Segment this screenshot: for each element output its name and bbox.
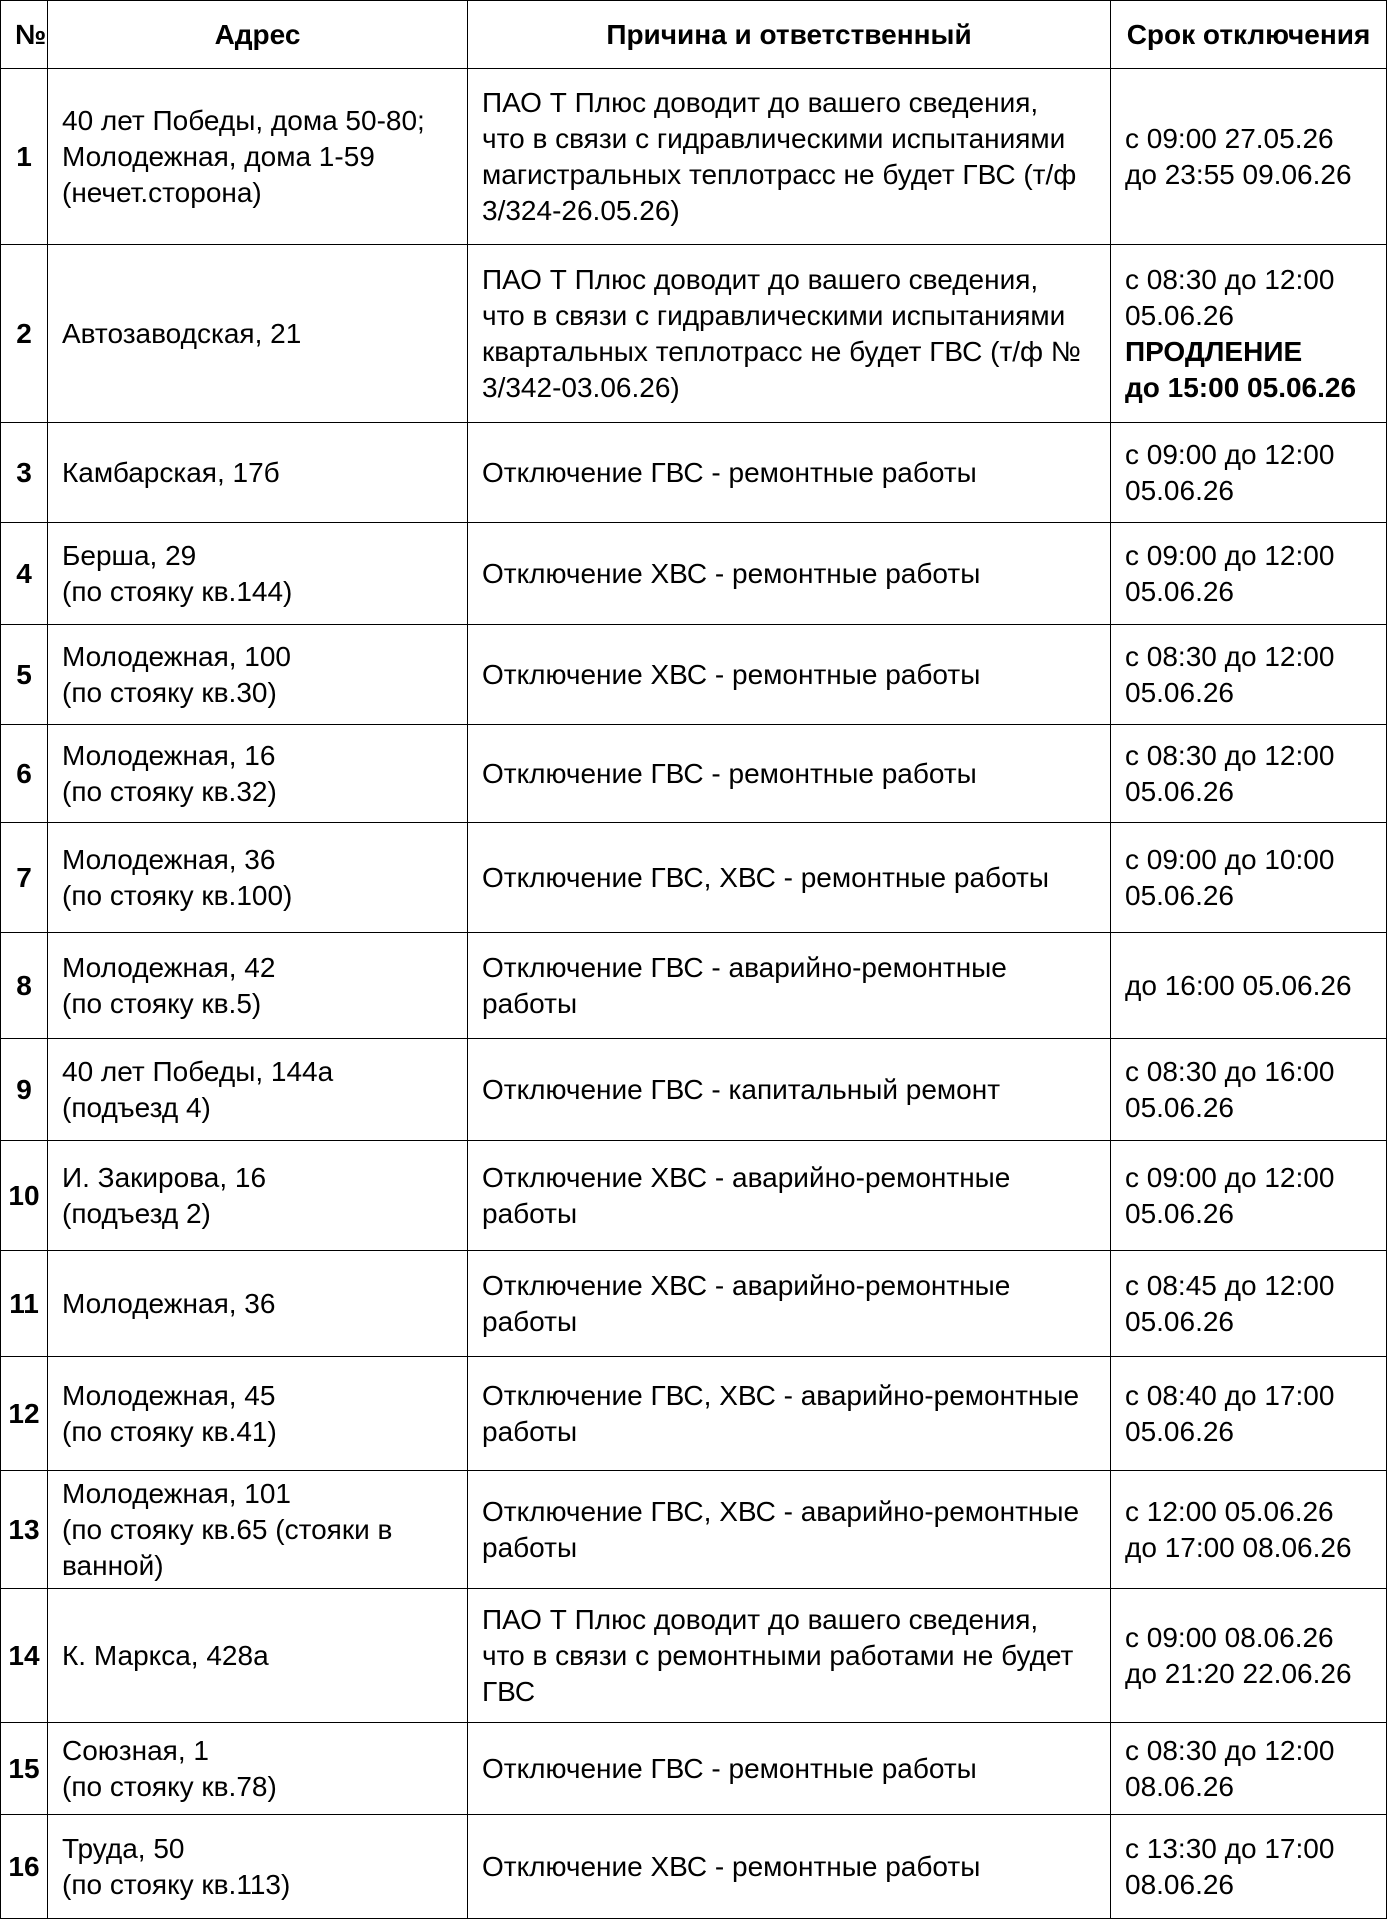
period-cell-line: с 08:30 до 16:00 — [1125, 1055, 1335, 1087]
row-number: 13 — [1, 1471, 48, 1589]
reason-cell-line: Отключение ХВС - ремонтные работы — [482, 1850, 981, 1882]
row-number: 10 — [1, 1141, 48, 1251]
row-number: 5 — [1, 625, 48, 725]
table-row — [1, 1723, 1387, 1815]
extension-note: до 15:00 05.06.26 — [1125, 371, 1357, 403]
address-cell-line: 40 лет Победы, 144а — [62, 1055, 334, 1087]
row-number: 8 — [1, 933, 48, 1039]
address-cell-line: И. Закирова, 16 — [62, 1161, 267, 1193]
row-number: 2 — [1, 245, 48, 423]
address-cell — [48, 1471, 468, 1589]
reason-cell-line: Отключение ХВС - аварийно-ремонтные — [482, 1269, 1011, 1301]
header-reason: Причина и ответственный — [468, 1, 1111, 69]
address-cell-line: Союзная, 1 — [62, 1734, 209, 1766]
address-cell-line: Молодежная, 36 — [62, 843, 276, 875]
address-cell-line: Молодежная, 45 — [62, 1379, 276, 1411]
reason-cell-line: работы — [482, 987, 578, 1019]
address-cell-line: (по стояку кв.30) — [62, 676, 277, 708]
reason-cell — [468, 245, 1111, 423]
reason-cell-line: ПАО Т Плюс доводит до вашего сведения, — [482, 1603, 1039, 1635]
period-cell — [1111, 933, 1387, 1039]
period-cell — [1111, 1471, 1387, 1589]
address-cell-line: (по стояку кв.100) — [62, 879, 293, 911]
period-cell-line: 05.06.26 — [1125, 1091, 1234, 1123]
address-cell-line: (по стояку кв.5) — [62, 987, 262, 1019]
reason-cell — [468, 523, 1111, 625]
row-number: 14 — [1, 1589, 48, 1723]
reason-cell-line: Отключение ГВС - ремонтные работы — [482, 1752, 977, 1784]
row-number: 12 — [1, 1357, 48, 1471]
period-cell-line: до 23:55 09.06.26 — [1125, 158, 1352, 190]
period-cell — [1111, 625, 1387, 725]
header-num: № — [1, 1, 48, 69]
period-cell-line: с 09:00 до 10:00 — [1125, 843, 1335, 875]
period-cell-line: с 09:00 08.06.26 — [1125, 1621, 1334, 1653]
period-cell-line: 05.06.26 — [1125, 575, 1234, 607]
period-cell — [1111, 1723, 1387, 1815]
reason-cell — [468, 933, 1111, 1039]
period-cell — [1111, 1589, 1387, 1723]
row-number: 11 — [1, 1251, 48, 1357]
address-cell-line: Молодежная, 100 — [62, 640, 292, 672]
table-row — [1, 523, 1387, 625]
address-cell-line: (подъезд 2) — [62, 1197, 211, 1229]
reason-cell-line: работы — [482, 1415, 578, 1447]
table-row — [1, 245, 1387, 423]
address-cell — [48, 725, 468, 823]
address-cell-line: Берша, 29 — [62, 539, 197, 571]
period-cell — [1111, 1357, 1387, 1471]
table-row — [1, 933, 1387, 1039]
address-cell — [48, 1589, 468, 1723]
address-cell-line: Труда, 50 — [62, 1832, 185, 1864]
address-cell-line: (по стояку кв.65 (стояки в — [62, 1513, 393, 1545]
period-cell-line: с 08:30 до 12:00 — [1125, 640, 1335, 672]
row-number: 3 — [1, 423, 48, 523]
period-cell-line: 05.06.26 — [1125, 474, 1234, 506]
period-cell-line: 08.06.26 — [1125, 1770, 1234, 1802]
address-cell-line: ванной) — [62, 1549, 164, 1581]
period-cell-line: с 12:00 05.06.26 — [1125, 1495, 1334, 1527]
reason-cell — [468, 1039, 1111, 1141]
address-cell-line: (по стояку кв.78) — [62, 1770, 277, 1802]
reason-cell — [468, 823, 1111, 933]
table-row — [1, 1357, 1387, 1471]
reason-cell-line: что в связи с ремонтными работами не будет — [482, 1639, 1074, 1671]
address-cell-line: Камбарская, 17б — [62, 456, 280, 488]
period-cell — [1111, 823, 1387, 933]
reason-cell-line: работы — [482, 1305, 578, 1337]
reason-cell — [468, 1141, 1111, 1251]
address-cell — [48, 1251, 468, 1357]
table-body — [1, 69, 1387, 1919]
period-cell-line: с 08:30 до 12:00 — [1125, 263, 1335, 295]
period-cell — [1111, 69, 1387, 245]
address-cell-line: Молодежная, 101 — [62, 1477, 292, 1509]
reason-cell-line: Отключение ХВС - ремонтные работы — [482, 658, 981, 690]
address-cell — [48, 523, 468, 625]
reason-cell — [468, 725, 1111, 823]
address-cell-line: Молодежная, дома 1-59 — [62, 140, 375, 172]
period-cell-line: с 09:00 27.05.26 — [1125, 122, 1334, 154]
reason-cell — [468, 1251, 1111, 1357]
reason-cell-line: Отключение ГВС - аварийно-ремонтные — [482, 951, 1007, 983]
address-cell — [48, 933, 468, 1039]
reason-cell-line: квартальных теплотрасс не будет ГВС (т/ф № — [482, 335, 1081, 367]
reason-cell-line: ПАО Т Плюс доводит до вашего сведения, — [482, 86, 1039, 118]
address-cell — [48, 1357, 468, 1471]
reason-cell-line: Отключение ГВС, ХВС - аварийно-ремонтные — [482, 1495, 1080, 1527]
period-cell — [1111, 1039, 1387, 1141]
period-cell-line: 05.06.26 — [1125, 299, 1234, 331]
address-cell — [48, 69, 468, 245]
reason-cell-line: ГВС — [482, 1675, 536, 1707]
row-number: 1 — [1, 69, 48, 245]
reason-cell — [468, 423, 1111, 523]
period-cell-line: до 17:00 08.06.26 — [1125, 1531, 1352, 1563]
period-cell-line: с 08:30 до 12:00 — [1125, 1734, 1335, 1766]
period-cell-line: до 21:20 22.06.26 — [1125, 1657, 1352, 1689]
reason-cell-line: Отключение ГВС - ремонтные работы — [482, 757, 977, 789]
period-cell — [1111, 1141, 1387, 1251]
header-address: Адрес — [48, 1, 468, 69]
period-cell-line: с 09:00 до 12:00 — [1125, 539, 1335, 571]
address-cell — [48, 1141, 468, 1251]
table-row — [1, 423, 1387, 523]
period-cell — [1111, 523, 1387, 625]
reason-cell-line: ПАО Т Плюс доводит до вашего сведения, — [482, 263, 1039, 295]
period-cell — [1111, 1815, 1387, 1919]
address-cell — [48, 1039, 468, 1141]
row-number: 9 — [1, 1039, 48, 1141]
table-row — [1, 1589, 1387, 1723]
address-cell-line: (по стояку кв.41) — [62, 1415, 277, 1447]
period-cell — [1111, 1251, 1387, 1357]
period-cell-line: 05.06.26 — [1125, 1197, 1234, 1229]
table-row — [1, 1141, 1387, 1251]
address-cell-line: 40 лет Победы, дома 50-80; — [62, 104, 425, 136]
reason-cell — [468, 1723, 1111, 1815]
row-number: 7 — [1, 823, 48, 933]
period-cell-line: 05.06.26 — [1125, 676, 1234, 708]
address-cell-line: (по стояку кв.144) — [62, 575, 293, 607]
reason-cell-line: 3/324-26.05.26) — [482, 194, 680, 226]
period-cell-line: с 08:40 до 17:00 — [1125, 1379, 1335, 1411]
reason-cell-line: Отключение ХВС - ремонтные работы — [482, 557, 981, 589]
period-cell-line: с 09:00 до 12:00 — [1125, 438, 1335, 470]
reason-cell — [468, 1357, 1111, 1471]
reason-cell-line: Отключение ГВС, ХВС - аварийно-ремонтные — [482, 1379, 1080, 1411]
table-row — [1, 1039, 1387, 1141]
address-cell — [48, 1815, 468, 1919]
address-cell-line: Автозаводская, 21 — [62, 317, 302, 349]
reason-cell-line: Отключение ГВС, ХВС - ремонтные работы — [482, 861, 1049, 893]
period-cell — [1111, 423, 1387, 523]
reason-cell-line: магистральных теплотрасс не будет ГВС (т/ф — [482, 158, 1077, 190]
row-number: 16 — [1, 1815, 48, 1919]
address-cell-line: (по стояку кв.32) — [62, 775, 277, 807]
reason-cell-line: работы — [482, 1197, 578, 1229]
period-cell-line: 05.06.26 — [1125, 1305, 1234, 1337]
address-cell-line: (по стояку кв.113) — [62, 1868, 291, 1900]
period-cell — [1111, 245, 1387, 423]
table-row — [1, 1815, 1387, 1919]
address-cell — [48, 1723, 468, 1815]
table-row — [1, 725, 1387, 823]
period-cell-line: 08.06.26 — [1125, 1868, 1234, 1900]
reason-cell — [468, 1815, 1111, 1919]
address-cell-line: (подъезд 4) — [62, 1091, 211, 1123]
period-cell-line: с 09:00 до 12:00 — [1125, 1161, 1335, 1193]
reason-cell — [468, 1471, 1111, 1589]
reason-cell-line: что в связи с гидравлическими испытаниями — [482, 122, 1066, 154]
table-row — [1, 625, 1387, 725]
period-cell-line: с 08:45 до 12:00 — [1125, 1269, 1335, 1301]
reason-cell-line: работы — [482, 1531, 578, 1563]
table-row — [1, 69, 1387, 245]
period-cell — [1111, 725, 1387, 823]
period-cell-line: с 08:30 до 12:00 — [1125, 739, 1335, 771]
reason-cell-line: что в связи с гидравлическими испытаниями — [482, 299, 1066, 331]
period-cell-line: с 13:30 до 17:00 — [1125, 1832, 1335, 1864]
table-row — [1, 823, 1387, 933]
table-row — [1, 1471, 1387, 1589]
period-cell-line: до 16:00 05.06.26 — [1125, 969, 1352, 1001]
address-cell — [48, 823, 468, 933]
header-period: Срок отключения — [1111, 1, 1387, 69]
table-row — [1, 1251, 1387, 1357]
reason-cell — [468, 625, 1111, 725]
period-cell-line: 05.06.26 — [1125, 1415, 1234, 1447]
address-cell — [48, 423, 468, 523]
reason-cell-line: Отключение ХВС - аварийно-ремонтные — [482, 1161, 1011, 1193]
row-number: 15 — [1, 1723, 48, 1815]
period-cell-line: 05.06.26 — [1125, 775, 1234, 807]
period-cell-line: 05.06.26 — [1125, 879, 1234, 911]
address-cell-line: Молодежная, 16 — [62, 739, 276, 771]
address-cell-line: Молодежная, 36 — [62, 1287, 276, 1319]
address-cell — [48, 245, 468, 423]
extension-note: ПРОДЛЕНИЕ — [1125, 335, 1303, 367]
row-number: 4 — [1, 523, 48, 625]
address-cell-line: К. Маркса, 428а — [62, 1639, 269, 1671]
address-cell-line: Молодежная, 42 — [62, 951, 276, 983]
header-row — [1, 1, 1387, 69]
reason-cell-line: 3/342-03.06.26) — [482, 371, 680, 403]
reason-cell-line: Отключение ГВС - капитальный ремонт — [482, 1073, 1001, 1105]
reason-cell — [468, 1589, 1111, 1723]
row-number: 6 — [1, 725, 48, 823]
address-cell-line: (нечет.сторона) — [62, 176, 262, 208]
address-cell — [48, 625, 468, 725]
reason-cell-line: Отключение ГВС - ремонтные работы — [482, 456, 977, 488]
reason-cell — [468, 69, 1111, 245]
